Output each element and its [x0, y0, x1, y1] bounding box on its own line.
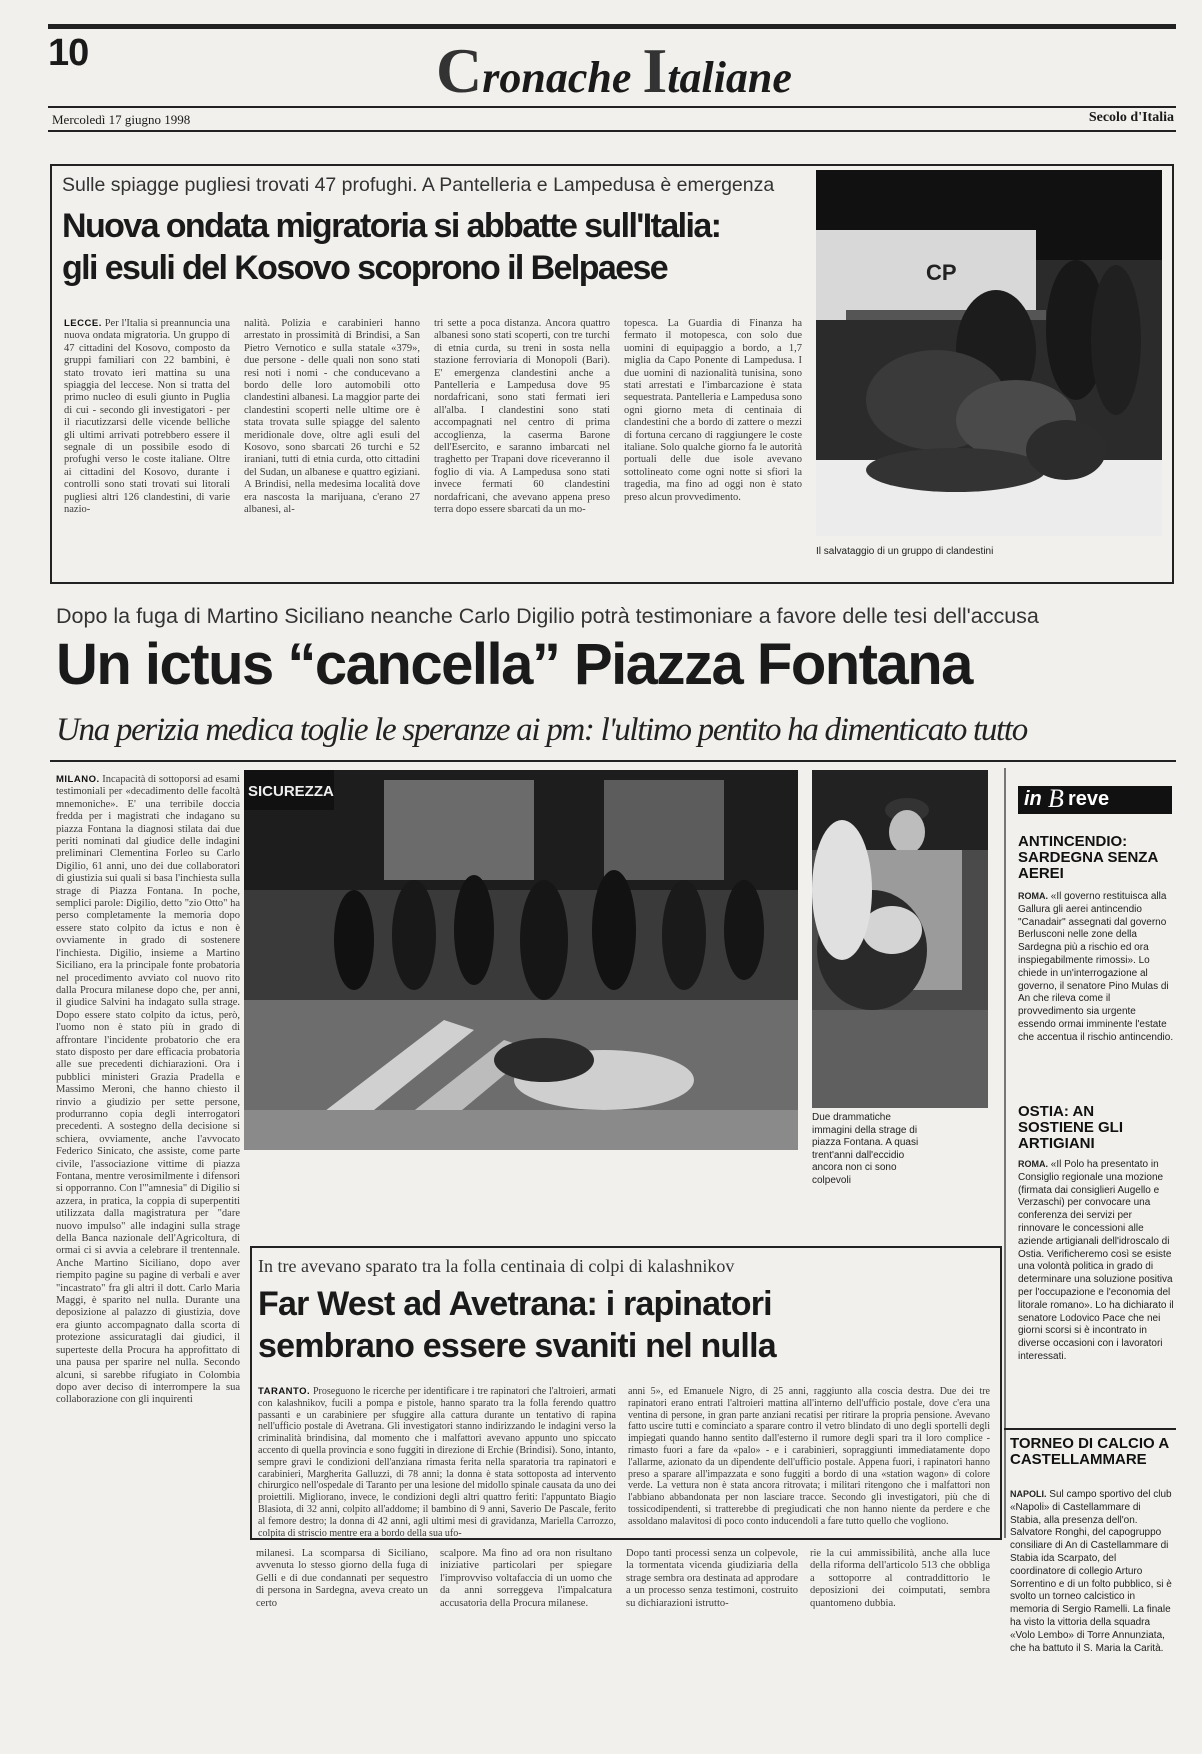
masthead-rule	[48, 106, 1176, 108]
article1-column-4: topesca. La Guardia di Finanza ha fermato il motopesca, con solo due uomini di equipaggio a bordo, a 1,7 miglia da Capo Ponente di Lampedusa. I due uomini di nazionalità tunisina, sono stati arrestati e l'imbarcazione è stata sequestrata. Pantelleria e Lampedusa sono ogni giorno meta di centinaia di clandestini che a bordo di zattere o mezzi di fortuna cercano di raggiungere le coste italiane. Solo qualche giorno fa le autorità portuali delle due isole avevano sottolineato come ogni notte si sfiori la tragedia, ma fino ad oggi non è stato preso alcun provvedimento.	[624, 318, 802, 503]
victim-illustration	[812, 770, 988, 1108]
section-initial-i: I	[642, 35, 668, 106]
article2-rule	[50, 760, 1176, 762]
paper-name: Secolo d'Italia	[1088, 110, 1174, 125]
article2-dateline: MILANO.	[56, 774, 100, 785]
article2-photo-caption: Due drammatiche immagini della strage di piazza Fontana. A quasi trent'anni dall'eccidio ancora non ci sono colpevoli	[812, 1112, 919, 1186]
date-rule	[48, 130, 1176, 132]
section-title	[436, 34, 792, 108]
migrants-rescue-photo	[816, 170, 1162, 536]
piazza-fontana-photo	[244, 770, 798, 1150]
article2-bottom-column-3: Dopo tanti processi senza un colpevole, la tormentata vicenda giudiziaria della strage sembra ora destinata ad approdare a un processo senza testimoni, costruito su dichiarazioni istrutto-	[626, 1548, 798, 1609]
brief-1-title: ANTINCENDIO: SARDEGNA SENZA AEREI	[1018, 833, 1158, 882]
article3-kicker: In tre avevano sparato tra la folla centinaia di colpi di kalashnikov	[258, 1256, 735, 1276]
article1-photo-caption: Il salvataggio di un gruppo di clandestini	[816, 546, 994, 557]
article3-column-1: TARANTO. Proseguono le ricerche per identificare i tre rapinatori che l'altroieri, armati con kalashnikov, fucili a pompa e pistole, hanno sparato tra la folla ferendo quattro passanti e un carabiniere per sfuggire alla cattura durante un tentativo di rapina nell'ufficio postale di Avetrana. Gli investigatori stanno indirizzando le indagini verso la criminalità brindisina, dal momento che i malfattori avevano appunto uno spiccato accento di quella provincia e sono fuggiti in direzione di Erchie (Brindisi). Sono, intanto, sempre gravi le condizioni dell'anziana rimasta ferita nella sparatoria tra rapinatori e carabinieri, Margherita Galluzzi, di 78 anni; la donna è stata sottoposta ad intervento chirurgico nell'ospedale di Taranto per una lesione del midollo spinale causata da uno dei proiettili. Migliorano, invece, le condizioni degli altri quattro feriti: l'appuntato Biagio Blasiota, di 32 anni, colpito all'addome; il bambino di 9 anni, Saverio De Pascale, ferito al femore destro; la donna di 42 anni, agli ultimi mesi di gravidanza, Mariella Carrozzo, colpita di striscio mentre era a bordo della sua ufo-	[258, 1386, 616, 1539]
article2-headline: Un ictus “cancella” Piazza Fontana	[56, 632, 972, 697]
migrants-rescue-illustration	[816, 170, 1162, 536]
article2-subheadline: Una perizia medica toglie le speranze ai pm: l'ultimo pentito ha dimenticato tutto	[56, 712, 1027, 748]
article2-column-main: MILANO. Incapacità di sottoporsi ad esami testimoniali per «decadimento delle facoltà mnemoniche». E' una terribile doccia fredda per i magistrati che indagano su piazza Fontana la diagnosi stilata dai due periti nominati dal giudice delle indagini preliminari Clementina Forleo su Carlo Digilio, 61 anni, uno dei due collaboratori di giustizia sui quali si basa l'inchiesta sulla strage di Piazza Fontana. In poche, semplici parole: Digilio, detto "zio Otto" ha perso completamente la memoria dopo essere stato colpito da ictus e non è ovviamente in grado di sostenere l'inchiesta. Digilio, insieme a Martino Siciliano, era la principale fonte probatoria nel procedimento avviato col nuovo rito dalla Procura milanese dopo che, per anni, il giudice Salvini ha indagato sulla strage. Dopo essere stato colpito da ictus, però, l'uomo non è stato più in grado di affrontare l'incidente probatorio che era stato disposto per dare efficacia probatoria alle sue precedenti dichiarazioni. Ora i pubblici ministeri Grazia Pradella e Massimo Meroni, che hanno chiesto il rinvio a giudizio per sette persone, produrranno copia degli interrogatori precedenti. A sostegno della decisione si schiera, ovviamente, anche l'avvocato Federico Sinicato, che assiste, come parte civile, l'associazione vittime di piazza Fontana, mentre verosimilmente i difensori si opporranno. Con l'"amnesia" di Digilio si azzera, in pratica, la coppia di superpentiti utilizzata dalla magistratura per "dare nuovo impulso" alle indagini sulla strage della Banca nazionale dell'Agricoltura, di ormai ci si avvia a celebrare il trentennale. Anche Martino Siciliano, dopo aver riempito pagine su pagine di verbali e aver "incastrato" fra gli altri il dott. Carlo Maria Maggi, è sparito nel nulla. Durante una deposizione al palazzo di giustizia, dove era giunto accompagnato dalla scorta di protezione assicuratagli dai giudici, il superteste della Procura ha approfittato di una pausa per sparire nel nulla. Secondo alcuni, si sarebbe rifugiato in Colombia dopo aver deciso di interrompere la sua collaborazione con gli inquirenti	[56, 774, 241, 1406]
article3-headline-1: Far West ad Avetrana: i rapinatori	[258, 1285, 772, 1323]
article2-bottom-column-4: rie la cui ammissibilità, anche alla luce della riforma dell'articolo 513 che obbliga a sottoporre al contraddittorio le deposizioni dei coimputati, sembra quantomeno dubbia.	[810, 1548, 990, 1609]
article3-dateline: TARANTO.	[258, 1386, 311, 1397]
article1-dateline: LECCE.	[64, 318, 102, 329]
page-number: 10	[48, 32, 89, 74]
section-word-1: ronache	[482, 53, 643, 102]
article2-bottom-column-1: milanesi. La scomparsa di Siciliano, avvenuta lo stesso giorno della fuga di Gelli e di due condannati per sequestro di persona in Sardegna, aveva creato un certo	[256, 1548, 428, 1609]
brief-3-text: NAPOLI. Sul campo sportivo del club «Napoli» di Castellammare di Stabia, alla presenza dell'on. Salvatore Ronghi, del capogruppo consiliare di An di Castellammare di Stabia ida Scarpato, del coordinatore di collegio Arturo Sorrentino e di un folto pubblico, si è svolto un torneo calcistico in memoria di Sergio Ramelli. La finale ha visto la vittoria della squadra «Volo Lembo» di Torre Annunziata, che ha battuto il S. Maria la Carità.	[1010, 1489, 1172, 1654]
article1-column-1: LECCE. Per l'Italia si preannuncia una nuova ondata migratoria. Un gruppo di 47 cittadini del Kosovo, composto da gruppi familiari con 22 bambini, è stato trovato ieri mattina su una spiaggia del leccese. Non si tratta del primo nucleo di esuli giunto in Puglia di cui - secondo gli investigatori - per il riacutizzarsi delle vicende belliche gli ultimi arrivati potrebbero essere il segnale di un possibile esodo di profughi verso le coste italiane. Oltre ai cittadini del Kosovo, durante i controlli sono stati trovati sui litorali pugliesi altri 126 clandestini, di varie nazio-	[64, 318, 230, 516]
article1-column-2: nalità. Polizia e carabinieri hanno arrestato in prossimità di Brindisi, a San Pietro Vernotico e sulla statale «379», due persone - delle quali non sono stati resi noti i nomi - che conducevano a bordo delle loro automobili otto clandestini albanesi. La maggior parte dei clandestini scoperti nelle ultime ore è stata trovata sulle spiagge del salento meridionale dove, oltre agli esuli del Kosovo, sono sbarcati 26 turchi e 52 iraniani, tutti di etnia curda, otto cittadini del Sudan, un albanese e quattro egiziani. A Brindisi, nella medesima località dove era nascosta la marijuana, c'erano 27 albanesi, al-	[244, 318, 420, 516]
article2-bottom-column-2: scalpore. Ma fino ad ora non risultano iniziative particolari per spiegare l'improvviso voltafaccia di un uomo che da anni sorreggeva l'impalcatura accusatoria della Procura milanese.	[440, 1548, 612, 1609]
sidebar-divider	[1004, 768, 1006, 1538]
svg-text:CP: CP	[926, 260, 957, 285]
sicurezza-sign: SICUREZZA	[248, 783, 334, 800]
section-initial-c: C	[436, 35, 483, 106]
article1-headline-2: gli esuli del Kosovo scoprono il Belpaese	[62, 249, 668, 287]
brief-3-title: TORNEO DI CALCIO A CASTELLAMMARE	[1010, 1435, 1169, 1468]
piazza-fontana-illustration	[244, 770, 798, 1150]
victim-photo	[812, 770, 988, 1108]
brief-1-text: ROMA. «Il governo restituisca alla Gallura gli aerei antincendio "Canadair" assegnati dal governo Berlusconi nelle zone della Sardegna più a rischio ed ora inspiegabilmente rimossi». Lo chiede in un'interrogazione al governo, il senatore Pino Mulas di An che rileva come il provvedimento sia urgente essendo ormai imminente l'estate che accentua il rischio antincendio.	[1018, 891, 1174, 1043]
brief-3-rule	[1004, 1428, 1176, 1430]
article1-kicker: Sulle spiagge pugliesi trovati 47 profughi. A Pantelleria e Lampedusa è emergenza	[62, 174, 775, 196]
issue-date: Mercoledì 17 giugno 1998	[52, 112, 191, 127]
article2-kicker: Dopo la fuga di Martino Siciliano neanche Carlo Digilio potrà testimoniare a favore delle tesi dell'accusa	[56, 604, 1039, 628]
section-word-2: taliane	[667, 53, 792, 102]
top-rule	[48, 24, 1176, 29]
article1-column-3: tri sette a poca distanza. Ancora quattro albanesi sono stati scoperti, con tre turchi di etnia curda, su treni in sosta nella stazione ferroviaria di Monopoli (Bari). E' emergenza clandestini anche a Pantelleria e Lampedusa dove 95 nordafricani, sono stati fermati ieri all'alba. I clandestini sono stati accompagnati nel centro di prima accoglienza, la caserma Barone dell'Esercito, e saranno imbarcati nel traghetto per Trapani dove riceveranno il foglio di via. A Lampedusa sono stati invece fermati 60 clandestini nordafricani, che avevano appena preso terra dopo essere sbarcati da un mo-	[434, 318, 610, 516]
article3-headline-2: sembrano essere svaniti nel nulla	[258, 1327, 776, 1365]
brief-2-title: OSTIA: AN SOSTIENE GLI ARTIGIANI	[1018, 1103, 1124, 1152]
inbreve-label: in B reve	[1018, 786, 1172, 814]
brief-2-text: ROMA. «Il Polo ha presentato in Consiglio regionale una mozione (firmata dai consiglieri Augello e Verzaschi) per convocare una conferenza dei servizi per rinnovare le concessioni alle aziende artigianali dell'idroscalo di Ostia. Verificheremo così se esiste una volontà politica in grado di determinare una soluzione positiva per l'occupazione e l'economia del litorale romano». Lo ha dichiarato il senatore Lodovico Pace che nei giorni scorsi si è incontrato in diverse occasioni con i lavoratori interessati.	[1018, 1159, 1174, 1362]
article1-headline-1: Nuova ondata migratoria si abbatte sull'Italia:	[62, 207, 721, 245]
article3-column-2: anni 5», ed Emanuele Nigro, di 25 anni, raggiunto alla coscia destra. Due dei tre rapinatori erano entrati l'altroieri mattina all'interno dell'ufficio postale, dove c'era una ventina di persone, in gran parte anziani recatisi per ritirare la propria pensione. Avevano fatto uscire tutti e cominciato a sparare contro il vetro blindato di uno degli sportelli degli impiegati quando hanno sentito dall'esterno il rumore degli spari tra il loro complice - rimasto fuori a fare da «palo» - e i carabinieri, sopraggiunti immediatamente dopo l'allarme, azionato da un dipendente dell'ufficio postale. Appena fuori, i rapinatori hanno preso a sparare all'impazzata e sono fuggiti a bordo di una «station wagon» di colore verde. La vettura non è stata ancora ritrovata; i militari ritengono che i malfattori non l'abbiano abbandonata per non lasciare tracce. Secondo gli investigatori, più che di tossicodipendenti, si tratterebbe di pregiudicati che non hanno niente da perdere e che assoldano malavitosi di poco conto inducendoli a fare tutto quello che vogliono.	[628, 1386, 990, 1527]
